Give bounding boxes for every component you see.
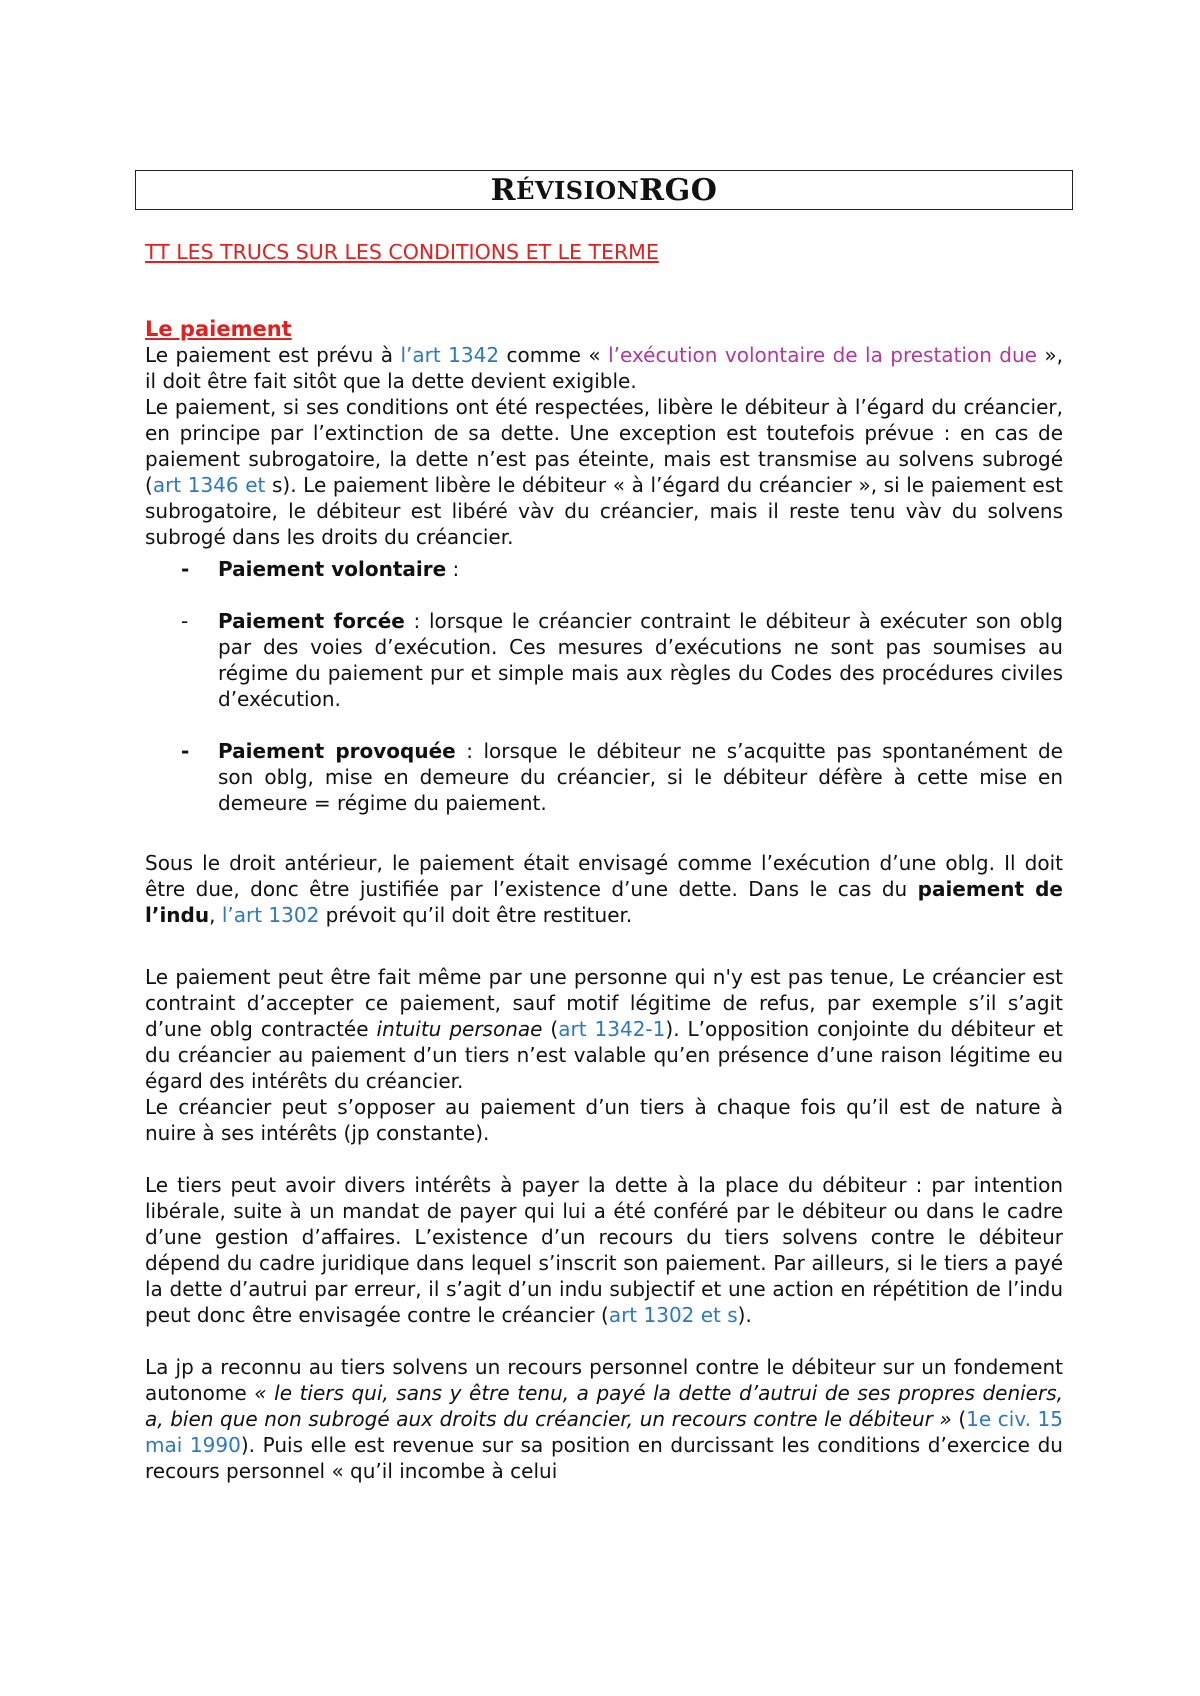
text: ). bbox=[737, 1303, 752, 1327]
text: ( bbox=[542, 1017, 559, 1041]
bullet-text: : lorsque le débiteur ne s’acquitte pas spontanément de son oblg, mise en demeure du créancier, si le débiteur défère à cette mise en demeure = régime du paiement. bbox=[218, 739, 1063, 815]
title-initial: R bbox=[490, 172, 517, 208]
list-spacer bbox=[145, 712, 1063, 738]
paragraph-spacer bbox=[145, 816, 1063, 850]
paragraph-4b: Le créancier peut s’opposer au paiement d’un tiers à chaque fois qu’il est de nature à nuire à ses intérêts (jp constante). bbox=[145, 1095, 1063, 1145]
section-heading: TT LES TRUCS SUR LES CONDITIONS ET LE TERME bbox=[145, 240, 659, 264]
bold-term: paiement de l’indu bbox=[145, 877, 1063, 927]
paragraph-spacer bbox=[145, 1328, 1063, 1354]
paragraph-1 bbox=[145, 342, 1063, 394]
text: , bbox=[209, 903, 222, 927]
quote-text: l’exécution volontaire de la prestation due bbox=[608, 343, 1037, 367]
paragraph-5 bbox=[145, 1172, 1063, 1328]
bullet-text: : lorsque le créancier contraint le débiteur à exécuter son oblg par des voies d’exécution. Ces mesures d’exécutions ne sont pas soumises au régime du paiement pur et simple mais aux règles du Codes des procédures civiles d’exécution. bbox=[218, 609, 1063, 711]
bullet-dash: - bbox=[181, 739, 190, 763]
text: La jp a reconnu au tiers solvens un recours personnel contre le débiteur sur un fondement autonome bbox=[145, 1355, 1063, 1405]
document-body bbox=[145, 316, 1063, 1484]
document-title bbox=[135, 170, 1073, 210]
article-reference: l’art 1302 bbox=[221, 903, 320, 927]
text: ( bbox=[951, 1407, 967, 1431]
italic-quote: « le tiers qui, sans y être tenu, a payé la dette d’autrui de ses propres deniers, a, bien que non subrogé aux droits du créancier, un recours contre le débiteur » bbox=[145, 1381, 1063, 1431]
article-reference: art 1342-1 bbox=[558, 1017, 666, 1041]
text: Le paiement, si ses conditions ont été respectées, libère le débiteur à l’égard du créancier, en principe par l’extinction de sa dette. Une exception est toutefois prévue : en cas de paiement subrogatoire, la dette n’est pas éteinte, mais est transmise au solvens subrogé ( bbox=[145, 395, 1063, 497]
text: s). Le paiement libère le débiteur « à l’égard du créancier », si le paiement est subrogatoire, le débiteur est libéré vàv du créancier, mais il reste tenu vàv du solvens subrogé dans les droits du créancier. bbox=[145, 473, 1063, 549]
text: ). L’opposition conjointe du débiteur et du créancier au paiement d’un tiers n’est valable qu’en présence d’une raison légitime eu égard des intérêts du créancier. bbox=[145, 1017, 1064, 1093]
subheading-paiement: Le paiement bbox=[145, 317, 292, 341]
bullet-dash: - bbox=[181, 557, 190, 581]
bullet-label: Paiement provoquée bbox=[218, 739, 456, 763]
payment-types-list bbox=[145, 556, 1063, 816]
paragraph-2 bbox=[145, 394, 1063, 550]
bullet-label: Paiement forcée bbox=[218, 609, 405, 633]
text: Sous le droit antérieur, le paiement était envisagé comme l’exécution d’une oblg. Il doit être due, donc être justifiée par l’existence d’une dette. Dans le cas du bbox=[145, 851, 1063, 901]
text: Le tiers peut avoir divers intérêts à payer la dette à la place du débiteur : par intention libérale, suite à un mandat de payer qui lui a été conféré par le débiteur ou dans le cadre d’une gestion d’affaires. L’existence d’un recours du tiers solvens contre le débiteur dépend du cadre juridique dans lequel s’inscrit son paiement. Par ailleurs, si le tiers a payé la dette d’autrui par erreur, il s’agit d’un indu subjectif et une action en répétition de l’indu peut donc être envisagée contre le créancier ( bbox=[145, 1173, 1063, 1327]
text: prévoit qu’il doit être restituer. bbox=[319, 903, 633, 927]
paragraph-6 bbox=[145, 1354, 1063, 1484]
paragraph-3 bbox=[145, 850, 1063, 928]
text: Le paiement peut être fait même par une personne qui n'y est pas tenue, Le créancier est contraint d’accepter ce paiement, sauf motif légitime de refus, par exemple s’il s’agit d’une oblg contractée bbox=[145, 965, 1063, 1041]
list-item bbox=[145, 738, 1063, 816]
case-reference: 1e civ. 15 mai 1990 bbox=[145, 1407, 1063, 1457]
text: Le paiement est prévu à bbox=[145, 343, 401, 367]
article-reference: art 1302 et s bbox=[608, 1303, 738, 1327]
text: comme « bbox=[499, 343, 609, 367]
text: », il doit être fait sitôt que la dette devient exigible. bbox=[145, 343, 1064, 393]
bullet-label: Paiement volontaire bbox=[218, 557, 447, 581]
text: ). Puis elle est revenue sur sa position en durcissant les conditions d’exercice du recours personnel « qu’il incombe à celui bbox=[145, 1433, 1063, 1483]
article-reference: art 1346 et bbox=[152, 473, 266, 497]
list-item bbox=[145, 556, 1063, 582]
paragraph-spacer bbox=[145, 1146, 1063, 1172]
paragraph-4 bbox=[145, 964, 1063, 1094]
bullet-dash: - bbox=[181, 609, 189, 633]
paragraph-subheading bbox=[145, 316, 1063, 342]
list-spacer bbox=[145, 582, 1063, 608]
article-reference: l’art 1342 bbox=[400, 343, 500, 367]
italic-term: intuitu personae bbox=[376, 1017, 543, 1041]
title-rgo: RGO bbox=[639, 172, 718, 208]
paragraph-spacer bbox=[145, 928, 1063, 964]
bullet-text: : bbox=[446, 557, 460, 581]
list-item bbox=[145, 608, 1063, 712]
title-smallcaps: ÉVISION bbox=[516, 175, 640, 205]
